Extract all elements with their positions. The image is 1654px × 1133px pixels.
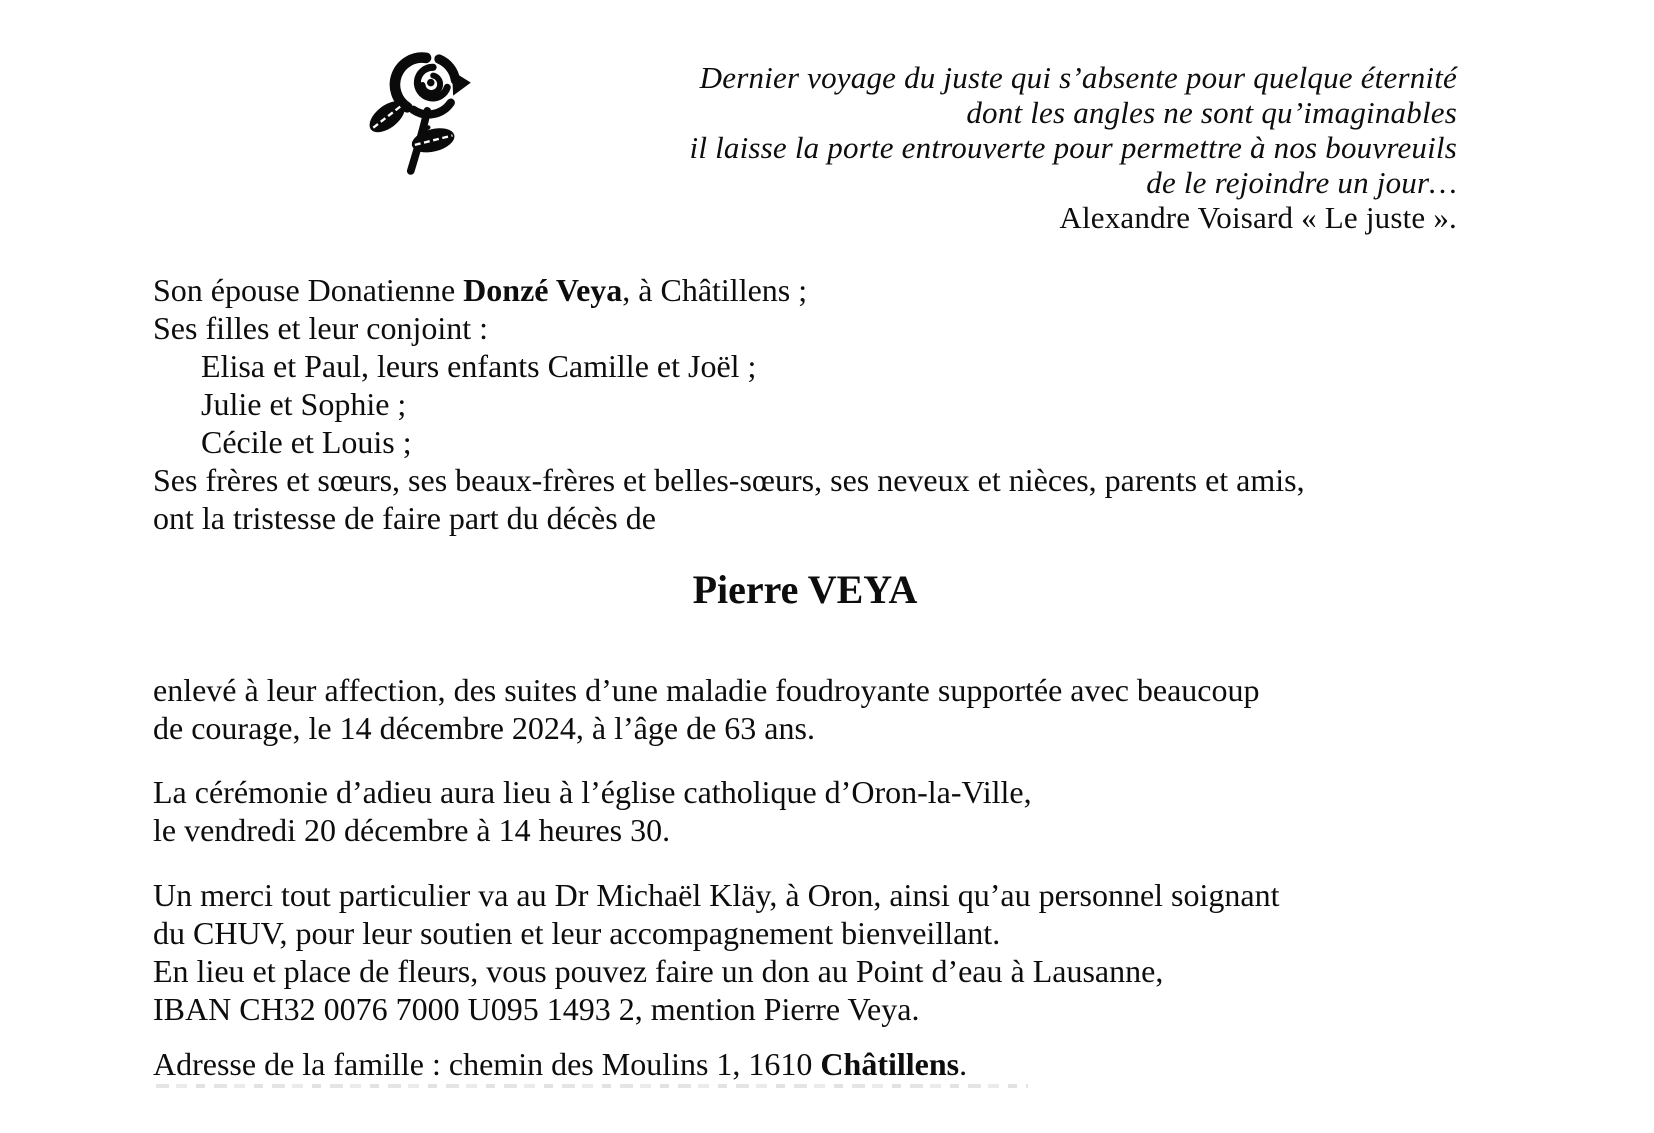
- thanks-line: En lieu et place de fleurs, vous pouvez faire un don au Point d’eau à Lausanne,: [153, 953, 1164, 989]
- child-line: Julie et Sophie ;: [201, 386, 407, 422]
- relatives-line: Ses frères et sœurs, ses beaux-frères et belles-sœurs, ses neveux et nièces, parents et amis,: [153, 462, 1305, 498]
- epigraph-line: il laisse la porte entrouverte pour permettre à nos bouvreuils: [689, 130, 1457, 165]
- death-line: enlevé à leur affection, des suites d’une maladie foudroyante supportée avec beaucoup: [153, 672, 1260, 708]
- spouse-prefix: Son épouse Donatienne: [153, 272, 464, 308]
- thanks-line: Un merci tout particulier va au Dr Michaël Kläy, à Oron, ainsi qu’au personnel soignant: [153, 877, 1280, 913]
- death-line: de courage, le 14 décembre 2024, à l’âge de 63 ans.: [153, 710, 815, 746]
- thanks-line: IBAN CH32 0076 7000 U095 1493 2, mention Pierre Veya.: [153, 991, 920, 1027]
- epigraph-attribution: Alexandre Voisard « Le juste ».: [1059, 200, 1457, 235]
- address-suffix: .: [959, 1046, 968, 1082]
- ceremony-paragraph: [153, 773, 1457, 849]
- ceremony-line: le vendredi 20 décembre à 14 heures 30.: [153, 812, 671, 848]
- epigraph-line: Dernier voyage du juste qui s’absente pour quelque éternité: [699, 60, 1457, 95]
- daughters-intro-line: Ses filles et leur conjoint :: [153, 310, 489, 346]
- scan-artifact-line: [156, 1084, 1028, 1088]
- spouse-suffix: , à Châtillens ;: [622, 272, 808, 308]
- family-paragraph: [153, 271, 1457, 537]
- address-town-bold: Châtillens: [820, 1046, 960, 1082]
- epigraph-line: de le rejoindre un jour…: [1146, 165, 1457, 200]
- thanks-line: du CHUV, pour leur soutien et leur accompagnement bienveillant.: [153, 915, 1001, 951]
- child-line: Cécile et Louis ;: [201, 424, 412, 460]
- epigraph: [153, 60, 1457, 235]
- address-prefix: Adresse de la famille : chemin des Moulins 1, 1610: [153, 1046, 821, 1082]
- closing-line: ont la tristesse de faire part du décès de: [153, 500, 656, 536]
- spouse-line: [153, 271, 1457, 309]
- epigraph-line: dont les angles ne sont qu’imaginables: [966, 95, 1457, 130]
- deceased-name: Pierre VEYA: [692, 567, 918, 612]
- family-address: [153, 1045, 1457, 1083]
- spouse-name-bold: Donzé Veya: [463, 272, 623, 308]
- death-paragraph: [153, 671, 1457, 747]
- child-line: Elisa et Paul, leurs enfants Camille et Joël ;: [201, 348, 757, 384]
- ceremony-line: La cérémonie d’adieu aura lieu à l’église catholique d’Oron-la-Ville,: [153, 774, 1032, 810]
- thanks-paragraph: [153, 876, 1457, 1028]
